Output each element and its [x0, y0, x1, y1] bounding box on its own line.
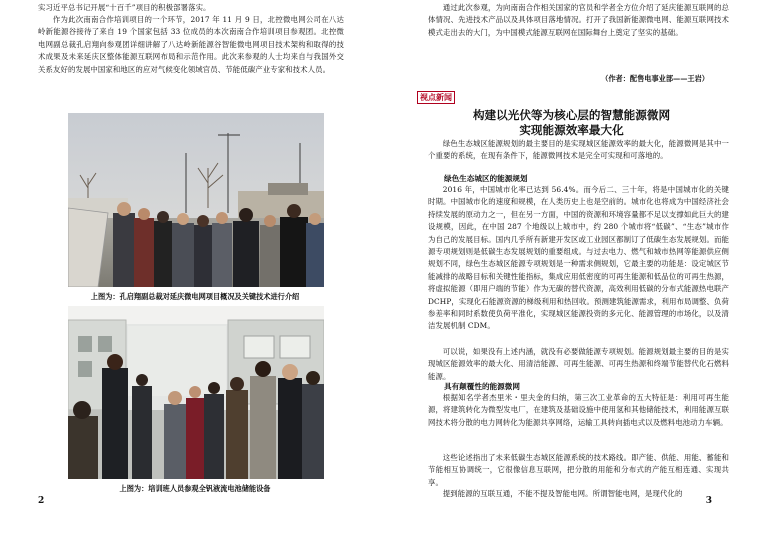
- photo-caption-1: 上图为：孔启翔副总裁对延庆微电网项目概况及关键技术进行介绍: [90, 292, 300, 301]
- subheading-2: 具有颠覆性的能源微网: [444, 382, 520, 391]
- subheading-1: 绿色生态城区的能源规划: [444, 174, 528, 183]
- right-intro: 通过此次参观，为向南南合作相关国家的官员和学者全方位介绍了延庆能源互联网的总体情况、先进技术产品以及具体项目落地情况。打开了我国新能源微电网、能源互联网技术模式走出去的大门，为中国模式能源互联网在国际舞台上奠定了坚实的基础。: [428, 3, 729, 37]
- lead-paragraph: 绿色生态城区能源规划的最主要目的是实现城区能源效率的最大化，能源微网是其中一个重要的系统，在现有条件下，能源微网技术是完全可实现和可落地的。: [428, 139, 729, 161]
- body-paragraph-3: 根据知名学者杰里米・里夫金的归纳，第三次工业革命的五大特征是：利用可再生能源，将建筑转化为微型发电厂，在建筑及基础设施中使用氢和其他储能技术，利用能源互联网技术将分散的电力网转化为能源共享网络，运输工具转向插电式以及燃料电池动力车辆。: [428, 393, 729, 427]
- photo-outdoor-briefing: [68, 113, 324, 287]
- right-page: [381, 0, 762, 538]
- left-para-1: 实习近平总书记开展“十百千”项目的积极部署落实。: [38, 3, 211, 12]
- body-paragraph-2: 可以说，如果没有上述内涵，就没有必要做能源专项规划。能源规划最主要的目的是实现城区能源效率的最大化、用清洁能源、可再生能源、可再生热源和终端节能替代化石燃料能源。: [428, 347, 729, 381]
- body-paragraph-1: 2016 年，中国城市化率已达到 56.4%。而今后二、三十年，将是中国城市化的关键时期。中国城市化的速度和规模，在人类历史上也是空前的。城市化也将成为中国经济社会持续发展的原动力之一，但在另一方面，中国的资源和环境容量都不足以支撑如此巨大的建设规模，因此，在中国 287 个地级以上城市中，约 280 个城市将“低碳”、“生态”城市作为自己的发展目标。国内几乎所有新建开发区或工业园区都制订了低碳生态发展规划。而能源专项规划则是低碳生态发展规划的重要组成。与过去电力、燃气和城市热网等能源供应侧规划不同，绿色生态城区能源专项规划是一种需求侧规划，它最主要的功能是：设定城区节能减排的战略目标和关键性能指标，集成应用低密度的可再生能源和低品位的可再生热源，将虚拟能源（即用户端的节能）作为无碳的替代资源，高效利用低碳的分布式能源热电联产 DCHP，实现化石能源资源的梯级利用和热回收。预测建筑能源需求，利用布局调整、负荷参差率和同时系数使负荷平准化，实现城区能源投资的多元化、能源管理的市场化，以及清洁发展机制 CDM。: [428, 185, 729, 331]
- body-paragraph-5: 提到能源的互联互通，不能不提及智能电网。所谓智能电网，是现代化的: [442, 489, 683, 498]
- body-paragraph-4: 这些论述指出了未来低碳生态城区能源系统的技术路线。即产能、供能、用能、蓄能和节能相互协调统一，它很像信息互联网，把分散的用能和分布式的产能互相连通、实现共享。: [428, 453, 729, 487]
- left-para-2: 作为此次南南合作培训项目的一个环节，2017 年 11 月 9 日，北控微电网公司在八达岭新能源谷接待了来自 19 个国家包括 33 位成员的本次南南合作培训项目参观团。北控微电网副总裁孔启翔向参观团详细讲解了八达岭新能源谷智能微电网项目技术架构和取得的技术成果及未来延庆区整体能源互联网布局和示范作用。此次来参观的人士均来自与我国外交关系友好的发展中国家和地区的应对气候变化领域官员、节能低碳产业专家和技术人员。: [38, 15, 344, 74]
- photo-caption-2: 上图为：培训班人员参观全钒液流电池储能设备: [119, 484, 271, 493]
- headline-line-2: 实现能源效率最大化: [519, 123, 624, 137]
- news-tag: 视点新闻: [417, 91, 455, 104]
- author-line: （作者：配售电事业部——王岩）: [601, 74, 709, 83]
- page-number-left: 2: [38, 496, 45, 506]
- page-number-right: 3: [705, 496, 712, 506]
- headline-line-1: 构建以光伏等为核心层的智慧能源微网: [472, 108, 671, 122]
- photo-battery-visit: [68, 306, 324, 479]
